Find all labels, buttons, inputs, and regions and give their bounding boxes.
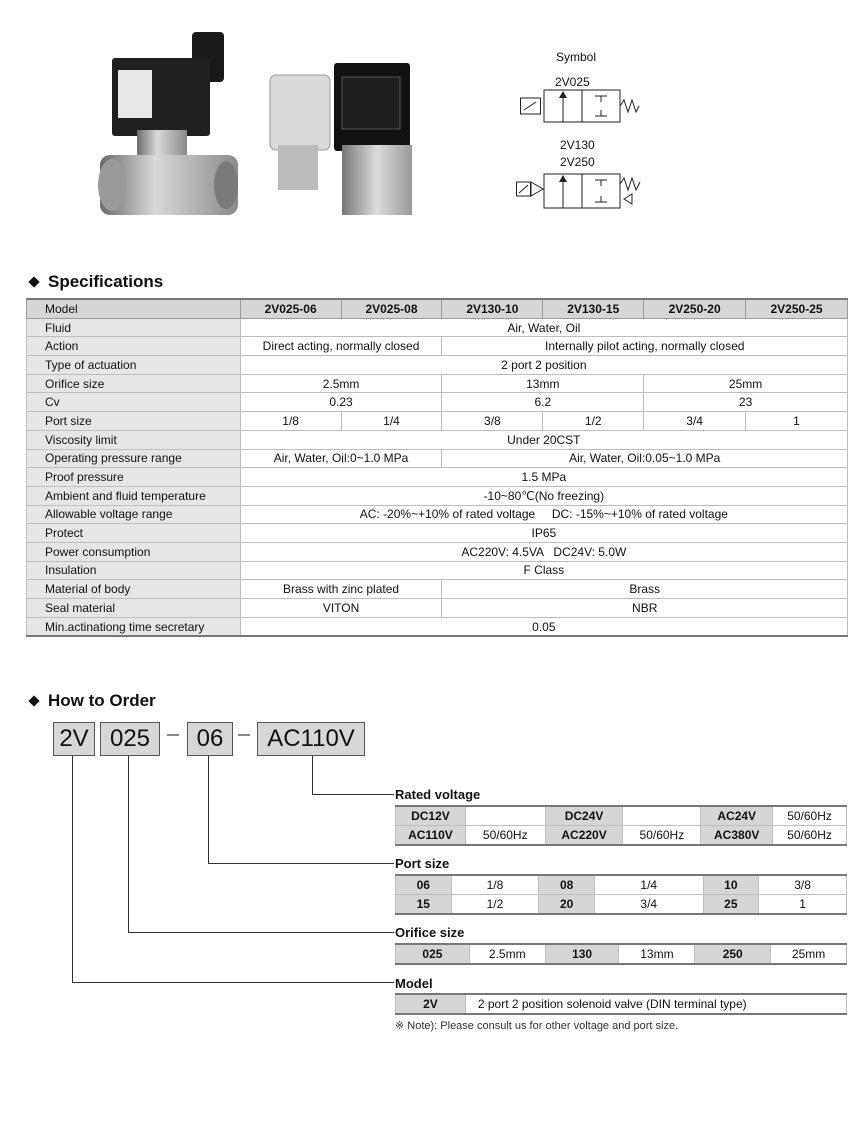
spec-value: Air, Water, Oil:0.05~1.0 MPa (442, 449, 848, 468)
table-row (396, 875, 847, 895)
orifice-size-title: Orifice size (395, 925, 465, 940)
spec-row-voltage (27, 505, 848, 524)
model-cell: 2V250-20 (644, 299, 746, 318)
spec-value: AC220V: 4.5VA DC24V: 5.0W (240, 542, 847, 561)
spec-row-insulation (27, 561, 848, 580)
option-code: 06 (396, 875, 452, 895)
spec-row-proof (27, 468, 848, 487)
connector-line-voltage (312, 794, 394, 795)
model-table (395, 993, 847, 1015)
spec-label: Cv (27, 393, 241, 412)
option-code: 15 (396, 895, 452, 915)
symbol-label-2v130: 2V130 (560, 138, 595, 152)
model-cell: 2V025-06 (240, 299, 341, 318)
spec-row-protect (27, 524, 848, 543)
spec-row-fluid (27, 318, 848, 337)
symbol-diagram-pilot (516, 172, 644, 212)
spec-value: NBR (442, 599, 848, 618)
spec-label: Seal material (27, 599, 241, 618)
spec-label: Allowable voltage range (27, 505, 241, 524)
spec-value: 25mm (644, 374, 848, 393)
option-value (465, 806, 545, 826)
code-dash (238, 734, 250, 736)
spec-value: VITON (240, 599, 442, 618)
spec-value: 3/4 (644, 412, 746, 431)
spec-label: Action (27, 337, 241, 356)
option-code: AC220V (545, 826, 623, 846)
option-code: AC110V (396, 826, 466, 846)
option-code: 250 (695, 944, 771, 964)
code-box-port: 06 (187, 722, 233, 756)
port-size-table (395, 874, 847, 915)
spec-label: Orifice size (27, 374, 241, 393)
spec-value: -10~80℃(No freezing) (240, 486, 847, 505)
connector-line-port (208, 863, 394, 864)
spec-value: 3/8 (442, 412, 543, 431)
spec-value: 13mm (442, 374, 644, 393)
spec-value: 0.05 (240, 617, 847, 636)
option-code: 08 (539, 875, 595, 895)
option-value: 3/8 (759, 875, 847, 895)
model-cell: 2V130-10 (442, 299, 543, 318)
spec-value: 1/2 (543, 412, 644, 431)
code-box-voltage: AC110V (257, 722, 365, 756)
table-row (396, 826, 847, 846)
spec-value: 1 (746, 412, 848, 431)
order-note: ※ Note): Please consult us for other voltage and port size. (395, 1020, 679, 1032)
spec-value: Under 20CST (240, 430, 847, 449)
code-dash (167, 734, 179, 736)
spec-row-model (27, 299, 848, 318)
spec-value: 1/8 (240, 412, 341, 431)
spec-label: Proof pressure (27, 468, 241, 487)
how-to-order-heading (26, 691, 156, 711)
symbol-label-2v250: 2V250 (560, 155, 595, 169)
option-value (623, 806, 701, 826)
spec-value: Air, Water, Oil:0~1.0 MPa (240, 449, 442, 468)
connector-line-voltage (312, 756, 313, 794)
spec-value: 23 (644, 393, 848, 412)
spec-row-actuation (27, 356, 848, 375)
spec-label: Material of body (27, 580, 241, 599)
option-value: 13mm (619, 944, 695, 964)
symbol-title: Symbol (556, 50, 597, 64)
option-value: 2.5mm (469, 944, 545, 964)
connector-line-port (208, 756, 209, 863)
spec-label: Min.actinationg time secretary (27, 617, 241, 636)
option-code: 130 (545, 944, 619, 964)
how-to-order-title: How to Order (48, 691, 156, 710)
spec-row-action (27, 337, 848, 356)
connector-line-orifice (128, 932, 394, 933)
spec-value: Brass with zinc plated (240, 580, 442, 599)
spec-value: 6.2 (442, 393, 644, 412)
spec-label: Insulation (27, 561, 241, 580)
option-code: 10 (703, 875, 759, 895)
spec-value: Internally pilot acting, normally closed (442, 337, 848, 356)
model-cell: 2V130-15 (543, 299, 644, 318)
spec-label: Operating pressure range (27, 449, 241, 468)
table-row (396, 944, 847, 964)
spec-label: Ambient and fluid temperature (27, 486, 241, 505)
specifications-table (26, 298, 848, 637)
spec-value: 1/4 (341, 412, 442, 431)
specifications-title: Specifications (48, 272, 164, 291)
rated-voltage-table (395, 805, 847, 846)
option-value: 50/60Hz (465, 826, 545, 846)
valve-photo-coil (262, 55, 412, 220)
spec-row-orifice (27, 374, 848, 393)
option-value: 1 (759, 895, 847, 915)
spec-value: AC: -20%~+10% of rated voltage DC: -15%~+10% of rated voltage (240, 505, 847, 524)
option-value: 25mm (771, 944, 847, 964)
symbol-label-2v025: 2V025 (555, 75, 590, 89)
spec-row-temperature (27, 486, 848, 505)
spec-row-port (27, 412, 848, 431)
connector-line-orifice (128, 756, 129, 932)
model-title: Model (395, 976, 433, 991)
table-row (396, 806, 847, 826)
option-value: 3/4 (594, 895, 703, 915)
spec-label: Type of actuation (27, 356, 241, 375)
code-box-orifice: 025 (100, 722, 160, 756)
spec-value: 2.5mm (240, 374, 442, 393)
option-code: AC24V (701, 806, 773, 826)
spec-value: F Class (240, 561, 847, 580)
option-value: 1/2 (451, 895, 539, 915)
option-value: 1/4 (594, 875, 703, 895)
orifice-size-table (395, 943, 847, 965)
spec-value: Direct acting, normally closed (240, 337, 442, 356)
spec-value: Air, Water, Oil (240, 318, 847, 337)
option-code: DC12V (396, 806, 466, 826)
spec-value: 1.5 MPa (240, 468, 847, 487)
connector-line-model (72, 756, 73, 982)
option-value: 50/60Hz (773, 826, 847, 846)
option-code: 20 (539, 895, 595, 915)
table-row (396, 994, 847, 1014)
code-box-model: 2V (53, 722, 95, 756)
connector-line-model (72, 982, 394, 983)
symbol-diagram-direct (520, 88, 640, 126)
rated-voltage-title: Rated voltage (395, 787, 481, 802)
spec-value: IP65 (240, 524, 847, 543)
spec-label: Port size (27, 412, 241, 431)
valve-photo-brass (92, 30, 242, 225)
table-row (396, 895, 847, 915)
spec-row-body (27, 580, 848, 599)
spec-row-time (27, 617, 848, 636)
spec-value: Brass (442, 580, 848, 599)
spec-row-viscosity (27, 430, 848, 449)
spec-label: Model (27, 299, 241, 318)
option-value: 50/60Hz (773, 806, 847, 826)
option-code: 25 (703, 895, 759, 915)
diamond-bullet-icon (28, 695, 39, 706)
spec-label: Protect (27, 524, 241, 543)
option-code: 025 (396, 944, 470, 964)
diamond-bullet-icon (28, 276, 39, 287)
option-code: 2V (396, 994, 466, 1014)
spec-row-cv (27, 393, 848, 412)
option-code: AC380V (701, 826, 773, 846)
spec-row-pressure (27, 449, 848, 468)
model-cell: 2V250-25 (746, 299, 848, 318)
spec-value: 0.23 (240, 393, 442, 412)
option-value: 50/60Hz (623, 826, 701, 846)
specifications-heading (26, 272, 163, 292)
spec-label: Power consumption (27, 542, 241, 561)
model-cell: 2V025-08 (341, 299, 442, 318)
spec-label: Viscosity limit (27, 430, 241, 449)
option-value: 2 port 2 position solenoid valve (DIN terminal type) (465, 994, 846, 1014)
spec-row-power (27, 542, 848, 561)
spec-label: Fluid (27, 318, 241, 337)
port-size-title: Port size (395, 856, 450, 871)
option-code: DC24V (545, 806, 623, 826)
spec-row-seal (27, 599, 848, 618)
spec-value: 2 port 2 position (240, 356, 847, 375)
option-value: 1/8 (451, 875, 539, 895)
